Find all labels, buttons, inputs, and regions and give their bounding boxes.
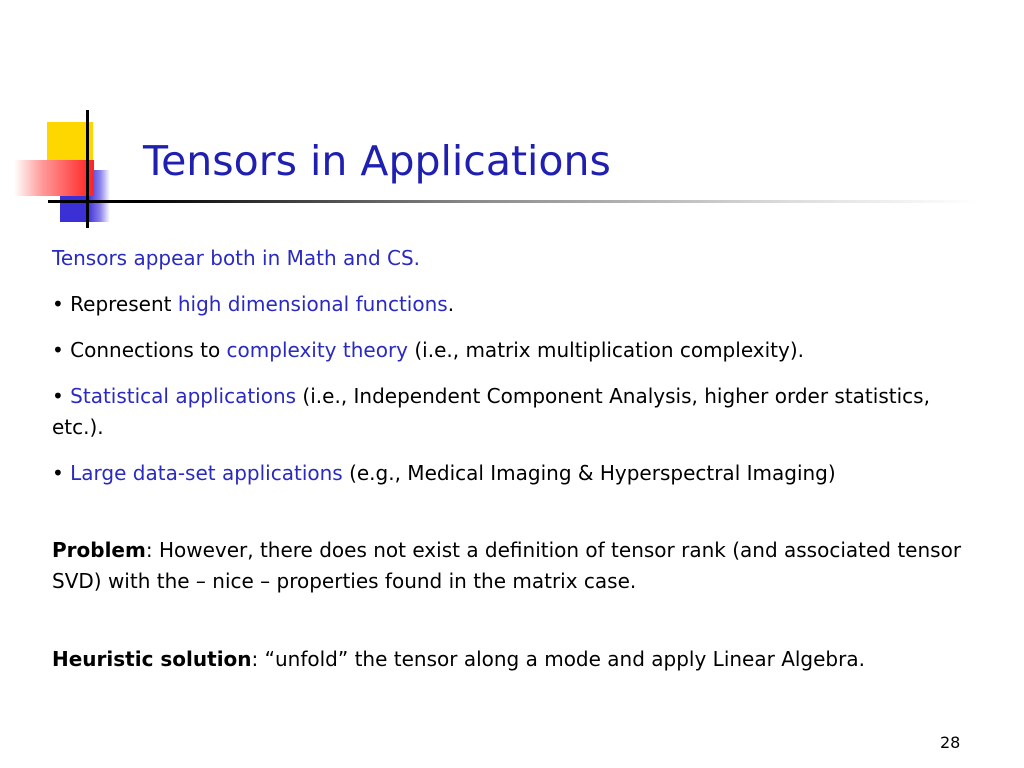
bullet-prefix: • xyxy=(52,461,71,485)
bullet-highlight: Statistical applications xyxy=(70,384,297,408)
slide-title: Tensors in Applications xyxy=(143,137,611,185)
bullet-prefix: • Represent xyxy=(52,292,178,316)
problem-text: : However, there does not exist a definition of tensor rank (and associated tensor SVD) with the – nice – properties found in the matrix case. xyxy=(52,538,962,593)
bullet-suffix: (e.g., Medical Imaging & Hyperspectral Imaging) xyxy=(342,461,836,485)
bullet-prefix: • xyxy=(52,384,71,408)
bullet-suffix: (i.e., matrix multiplication complexity). xyxy=(408,338,804,362)
bullet-prefix: • Connections to xyxy=(52,338,227,362)
title-underline xyxy=(48,200,978,203)
problem-paragraph xyxy=(52,535,987,597)
bullet-item xyxy=(52,289,1002,320)
bullet-item xyxy=(52,381,982,443)
bullet-highlight: high dimensional functions xyxy=(177,292,448,316)
bullet-highlight: complexity theory xyxy=(226,338,408,362)
decor-red-bar xyxy=(14,160,94,196)
bullet-item xyxy=(52,335,1002,366)
bullet-suffix: (i.e., Independent Component Analysis, higher order statistics, etc.). xyxy=(52,384,930,439)
page-number: 28 xyxy=(940,733,961,752)
heuristic-paragraph xyxy=(52,644,1002,675)
intro-text: Tensors appear both in Math and CS. xyxy=(52,246,421,270)
decor-vertical-line xyxy=(86,110,89,228)
bullet-suffix: . xyxy=(447,292,455,316)
bullet-item xyxy=(52,458,1002,489)
problem-label: Problem xyxy=(52,538,146,562)
heuristic-label: Heuristic solution xyxy=(52,647,252,671)
heuristic-text: : “unfold” the tensor along a mode and apply Linear Algebra. xyxy=(251,647,865,671)
bullet-highlight: Large data-set applications xyxy=(70,461,343,485)
